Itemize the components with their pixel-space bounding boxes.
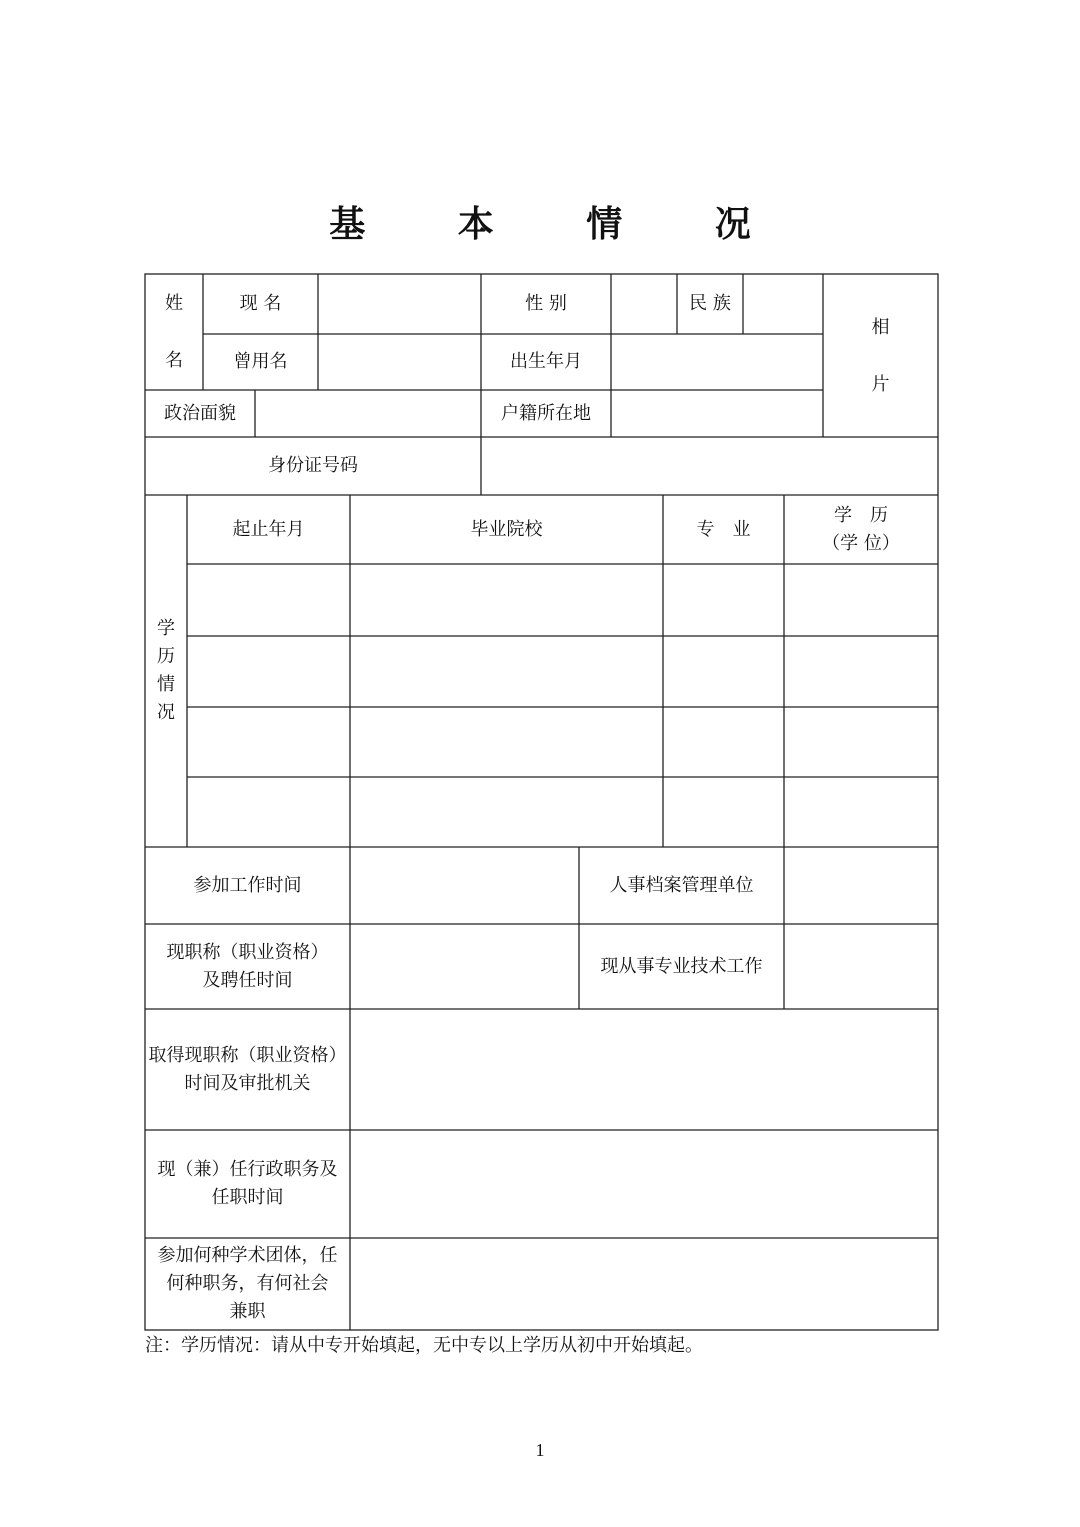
- education-row-4-school[interactable]: [350, 777, 663, 847]
- household-registration-field[interactable]: [611, 390, 823, 437]
- education-row-3-major[interactable]: [663, 707, 784, 777]
- id-number-field[interactable]: [481, 437, 938, 495]
- name-label-top: 姓: [165, 293, 183, 314]
- education-row-3-school[interactable]: [350, 707, 663, 777]
- gender-label: 性 别: [525, 293, 567, 314]
- archive-unit-field[interactable]: [784, 847, 938, 924]
- photo-label-top: 相: [871, 316, 890, 338]
- admin-post-label: 现（兼）任行政职务及 任职时间: [157, 1159, 338, 1208]
- academic-groups-field[interactable]: [350, 1238, 938, 1330]
- birth-date-field[interactable]: [611, 334, 823, 390]
- education-row-2-period[interactable]: [187, 636, 350, 707]
- academic-groups-label: 参加何种学术团体，任 何种职务，有何社会 兼职: [157, 1245, 338, 1322]
- current-name-label: 现 名: [239, 293, 282, 314]
- current-name-field[interactable]: [318, 274, 481, 334]
- education-header-degree: 学 历 （学 位）: [822, 504, 900, 554]
- education-row-1-period[interactable]: [187, 564, 350, 636]
- household-registration-label: 户籍所在地: [501, 402, 591, 424]
- work-start-date-field[interactable]: [350, 847, 579, 924]
- gender-field[interactable]: [611, 274, 677, 334]
- education-header-period: 起止年月: [232, 518, 305, 540]
- former-name-label: 曾用名: [233, 351, 288, 372]
- education-row-3-degree[interactable]: [784, 707, 938, 777]
- political-status-label: 政治面貌: [164, 402, 236, 424]
- current-title-label: 现职称（职业资格） 及聘任时间: [166, 941, 329, 991]
- archive-unit-label: 人事档案管理单位: [609, 874, 754, 896]
- education-row-2-school[interactable]: [350, 636, 663, 707]
- education-row-2-major[interactable]: [663, 636, 784, 707]
- birth-date-label: 出生年月: [510, 351, 582, 372]
- current-tech-work-field[interactable]: [784, 924, 938, 1009]
- page-number: 1: [535, 1440, 545, 1460]
- education-row-4-degree[interactable]: [784, 777, 938, 847]
- education-row-1-school[interactable]: [350, 564, 663, 636]
- page-title: 基 本 情 况: [329, 203, 791, 245]
- education-header-major: 专 业: [696, 518, 751, 540]
- footnote: 注：学历情况：请从中专开始填起，无中专以上学历从初中开始填起。: [145, 1335, 703, 1356]
- name-label: [145, 274, 203, 390]
- current-tech-work-label: 现从事专业技术工作: [600, 955, 763, 977]
- name-label-bottom: 名: [165, 350, 183, 371]
- education-header-school: 毕业院校: [470, 518, 543, 540]
- title-obtained-label: 取得现职称（职业资格） 时间及审批机关: [148, 1044, 347, 1094]
- photo-box[interactable]: [823, 274, 938, 437]
- current-title-field[interactable]: [350, 924, 579, 1009]
- education-row-4-major[interactable]: [663, 777, 784, 847]
- education-row-3-period[interactable]: [187, 707, 350, 777]
- former-name-field[interactable]: [318, 334, 481, 390]
- title-obtained-field[interactable]: [350, 1009, 938, 1130]
- political-status-field[interactable]: [255, 390, 481, 437]
- photo-label-bottom: 片: [871, 373, 890, 395]
- work-start-date-label: 参加工作时间: [193, 874, 302, 896]
- ethnicity-field[interactable]: [743, 274, 823, 334]
- education-row-1-degree[interactable]: [784, 564, 938, 636]
- ethnicity-label: 民 族: [689, 293, 731, 314]
- education-row-4-period[interactable]: [187, 777, 350, 847]
- admin-post-field[interactable]: [350, 1130, 938, 1238]
- id-number-label: 身份证号码: [268, 455, 358, 476]
- education-row-2-degree[interactable]: [784, 636, 938, 707]
- education-row-1-major[interactable]: [663, 564, 784, 636]
- education-section-label: 学 历 情 况: [157, 618, 175, 723]
